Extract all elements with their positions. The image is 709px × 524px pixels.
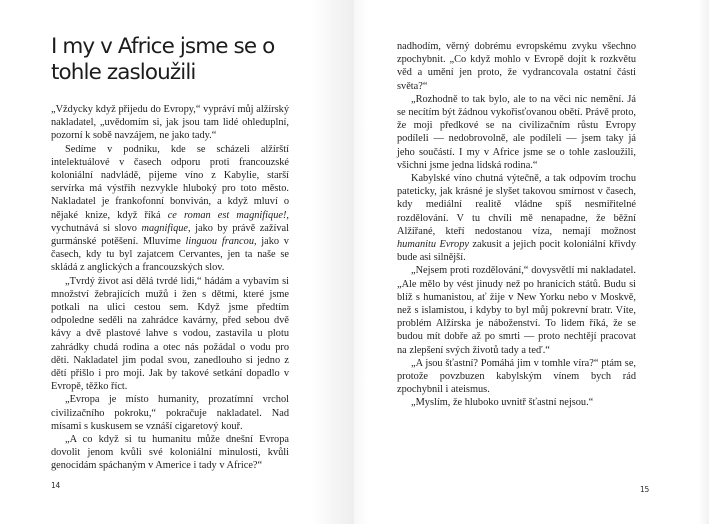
italic-phrase: ce roman est magnifique! xyxy=(167,209,287,221)
paragraph: „A co když si tu humanitu může dnešní Evropa dovolit jenom kvůli své koloniální minulosti, kvůli genocidám spáchaným v Americe i tady v Africe?“ xyxy=(51,434,289,472)
text-run: Sedíme v podniku, kde se scházeli alžírští intelektuálové v časech odporu proti francouzské koloniální nadvládě, pijeme víno z Kabylie, starší servírka má výstřih nezvykle hluboký pro toto město. Nakladatel je frankofonní bonviván, a když mluví o nějaké knize, když říká xyxy=(51,143,289,221)
paragraph: „Evropa je místo humanity, prozatímní vrchol civilizačního pokroku,“ pokračuje nakladatel. Nad mísami s kuskusem se vznáší cigaretový kouř. xyxy=(51,394,289,432)
paragraph xyxy=(51,143,289,275)
paragraph: „A jsou šťastní? Pomáhá jim v tomhle víra?“ ptám se, protože povzbuzen kabylským vínem bych rád zpochybnil i ateismus. xyxy=(397,357,636,396)
text-run: , vychutnává si slovo xyxy=(51,209,290,234)
italic-phrase: linguou francou xyxy=(185,236,254,248)
right-page xyxy=(354,0,709,524)
paragraph: „Tvrdý život asi dělá tvrdé lidi,“ hádám a vybavím si množství žebrajících mužů i žen s dětmi, které jsme potkali na ulici cestou sem. Když jsme předtím odpoledne seděli na zahrádce kavárny, před sebou dvě kávy a dvě plastové lahve s vodou, zastavila u plotu zahrádky chudá rodina a otec nás požádal o vodu pro děti. Nakladatel jim podal svou, zanedlouho si jedno z dětí přišlo i pro moji. Jak by takové setkání dopadlo v Evropě, těžko říct. xyxy=(51,275,289,393)
paragraph: „Vždycky když přijedu do Evropy,“ vypráví můj alžírský nakladatel, „uvědomím si, jak jsou tam lidé ohleduplní, pozorní k sobě navzájem, ne jako tady.“ xyxy=(51,104,289,142)
paragraph xyxy=(397,172,636,264)
right-page-body xyxy=(397,40,636,410)
chapter-title: I my v Africe jsme se o tohle zasloužili xyxy=(51,34,275,85)
paragraph: „Myslím, že hluboko uvnitř šťastní nejsou.“ xyxy=(411,397,594,409)
text-run: zakusit a jejich pocit koloniální křivdy bude asi silnější. xyxy=(397,239,636,264)
page-number: 15 xyxy=(640,485,649,494)
left-page-body xyxy=(51,103,289,473)
text-run: , jako by právě zažíval gurmánské potěšení. Mluvíme xyxy=(51,222,289,248)
paragraph: „Rozhodně to tak bylo, ale to na věci nic nemění. Já se necítím být žádnou vykořisťovanou obětí. Právě proto, že moji předkové se na civilizačním růstu Evropy podíleli — nedobrovolně, ale podíleli — jsem taky já jeho součástí. I my v Africe jsme se o tohle zasloužili, všichni jsme jedna lidská rodina.“ xyxy=(397,93,636,171)
text-run: Kabylské víno chutná výtečně, a tak odpovím trochu pateticky, jak krásné je slyšet takovou smírnost v časech, kdy mediální realitě vládne spíš nesmiřitelné rozdělování. V tu chvíli mě nenapadne, že běžní Alžířané, kteří nedostanou víza, nemají možnost xyxy=(397,173,636,237)
italic-phrase: humanitu Evropy xyxy=(397,239,469,251)
left-page xyxy=(0,0,354,524)
paragraph: nadhodím, věrný dobrému evropskému zvyku všechno zpochybnit. „Co když mohlo v Evropě dojít k rozkvětu věd a umění jen proto, že vydrancovala ostatní části světa?“ xyxy=(397,41,636,92)
italic-phrase: magnifique xyxy=(141,222,189,234)
text-run: , jako v časech, kdy tu byl zajatcem Cervantes, jen ta naše se skládá z anglických a francouzských slov. xyxy=(51,236,289,274)
page-number: 14 xyxy=(51,481,60,490)
paragraph: „Nejsem proti rozdělování,“ dovysvětlí mi nakladatel. „Ale mělo by vést jinudy než po hranicích států. Budu si blíž s humanistou, ať žije v New Yorku nebo v Moskvě, než s islamistou, i kdyby to byl můj pokrevní bratr. Víte, problém Alžírska je náboženství. To lidem říká, že se budou mít dobře až po smrti — proto nechtějí pracovat na zlepšení svých životů tady a teď.“ xyxy=(397,265,636,356)
